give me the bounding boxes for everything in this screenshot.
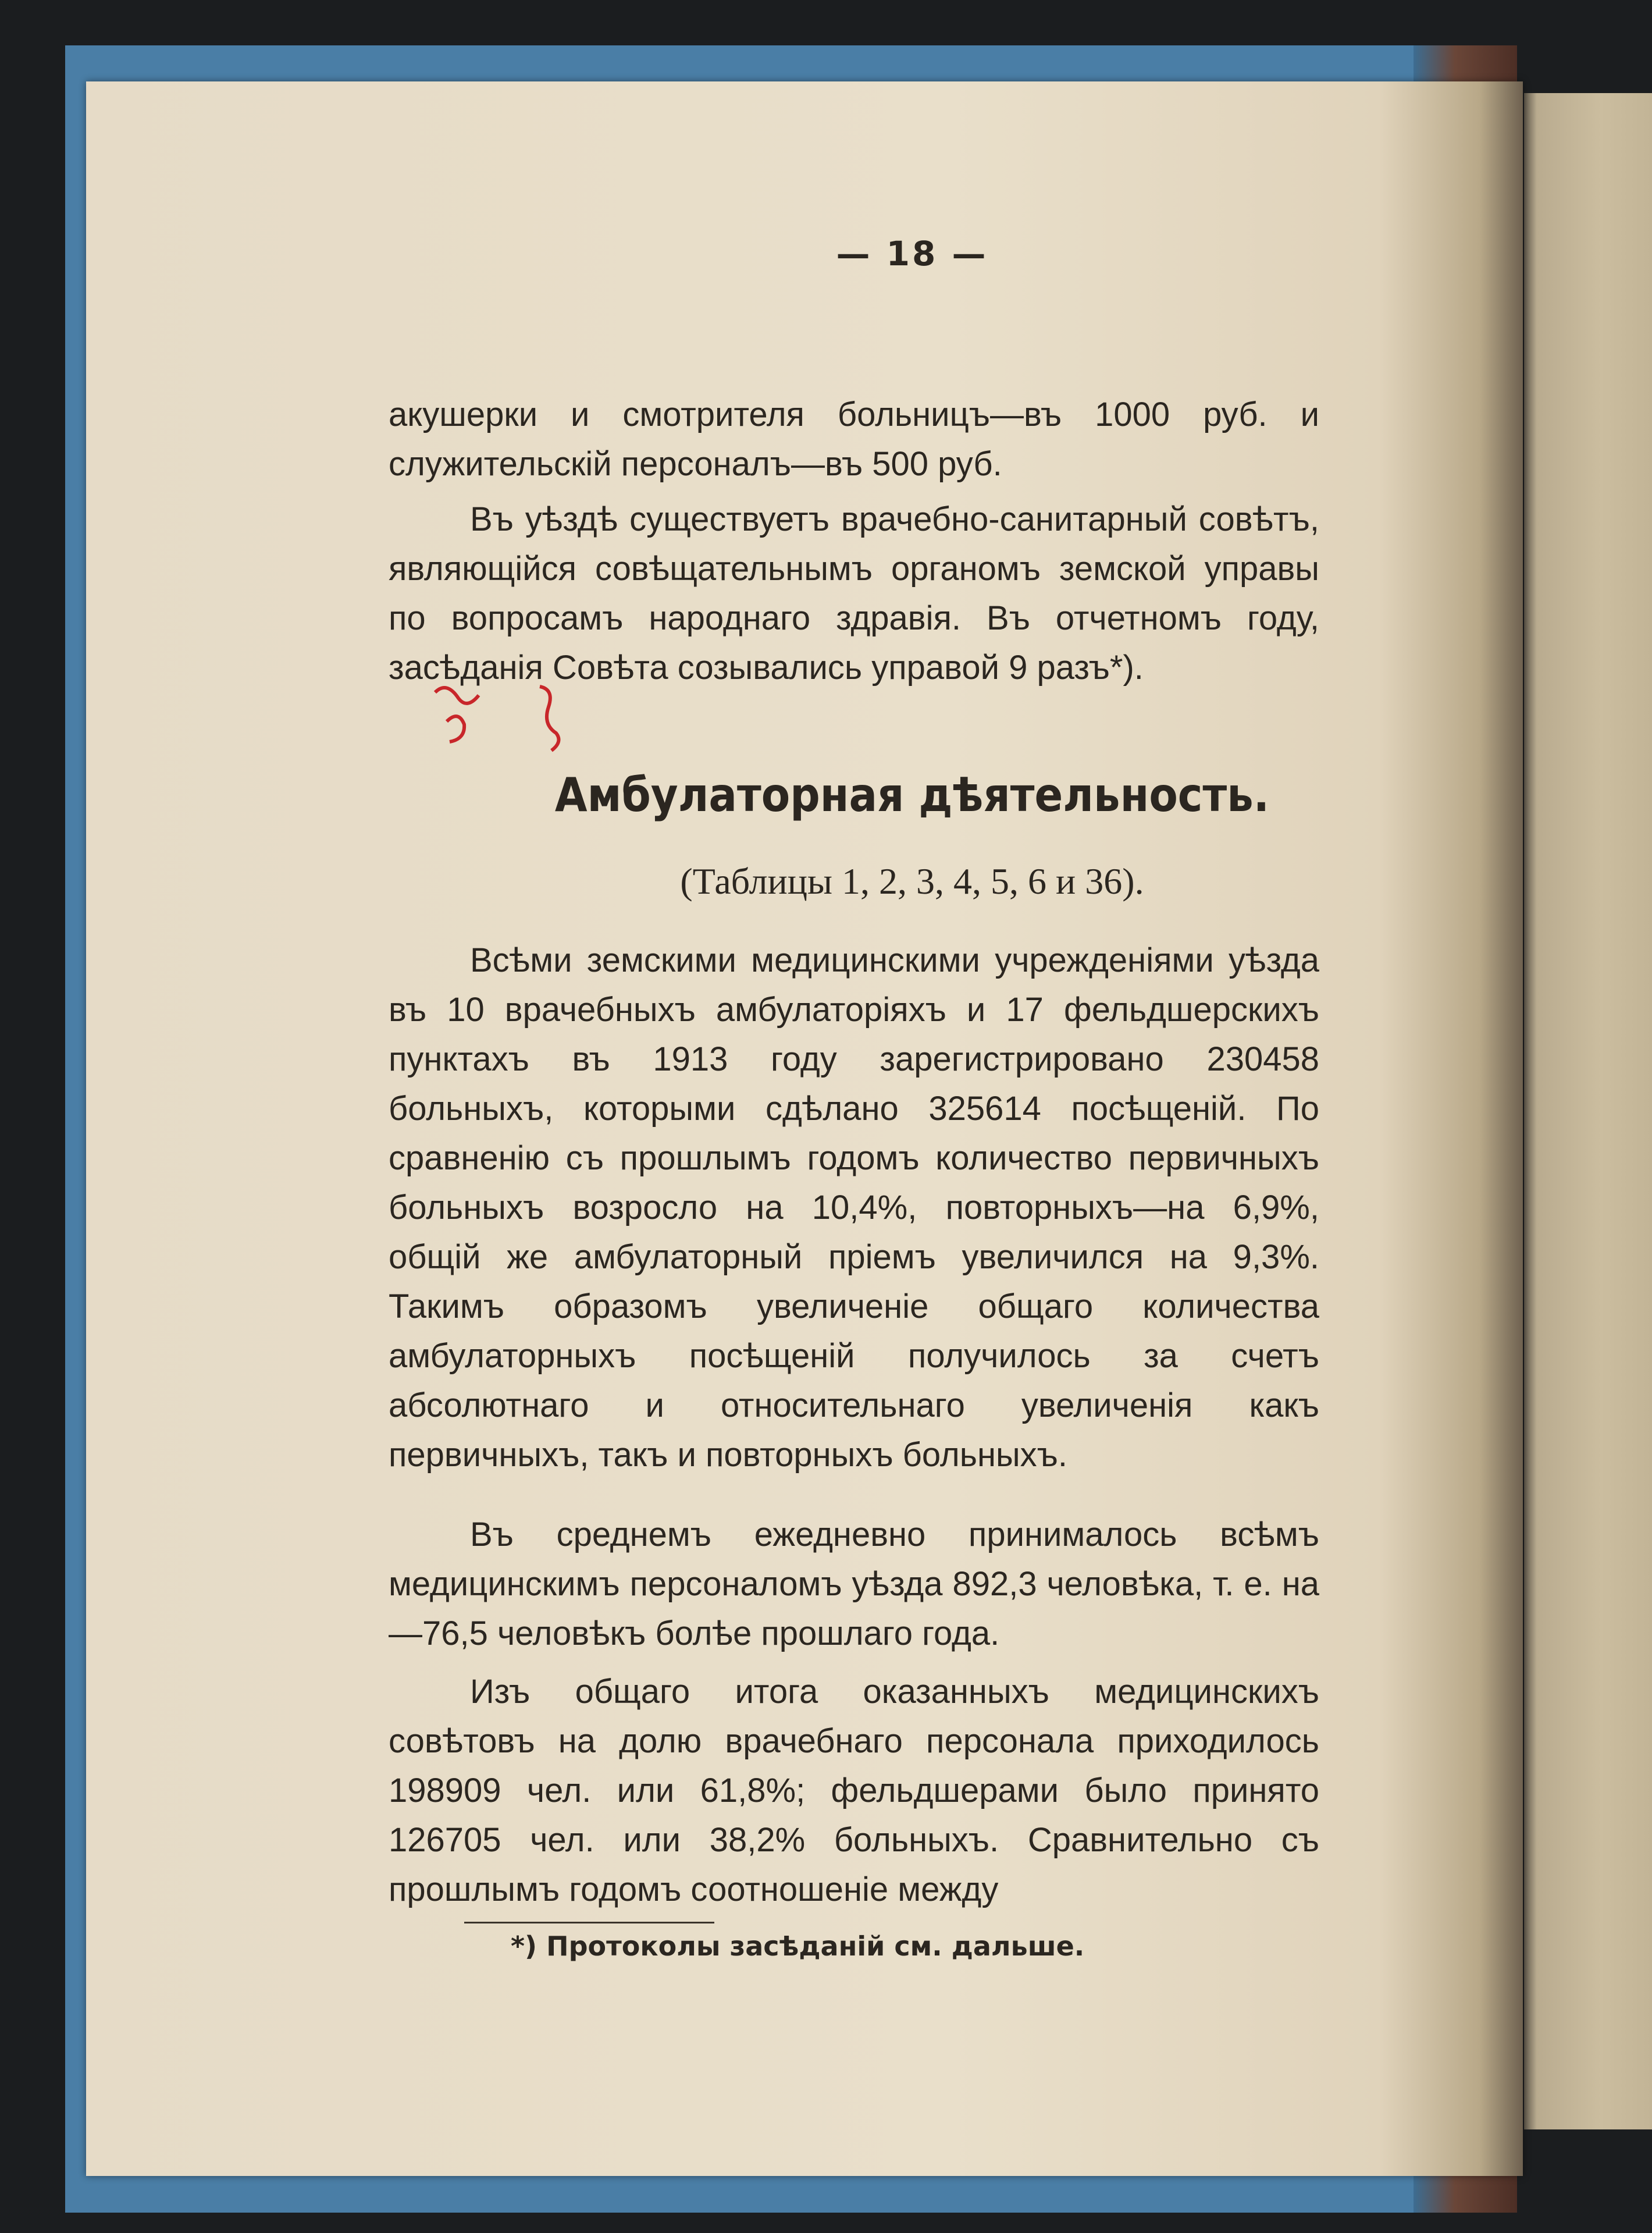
book-page — [86, 81, 1523, 2176]
footnote-divider — [464, 1922, 714, 1923]
section-heading: Амбулаторная дѣятельность. — [554, 768, 1270, 822]
paragraph-personnel-share: Изъ общаго итога оказанныхъ медицинскихъ совѣтовъ на долю врачебнаго персонала приходилось 198909 чел. или 61,8%; фельдшерами было принято 126705 чел. или 38,2% больныхъ. Сравнительно съ прошлымъ годомъ соотношеніе между — [389, 1673, 1319, 1908]
paragraph-ambulatory-stats: Всѣми земскими медицинскими учрежденіями уѣзда въ 10 врачебныхъ амбулаторіяхъ и 17 фельдшерскихъ пунктахъ въ 1913 году зарегистрировано 230458 больныхъ, которыми сдѣлано 325614 посѣщеній. По сравненію съ прошлымъ годомъ количество первичныхъ больныхъ возросло на 10,4%, повторныхъ—на 6,9%, общій же амбулаторный пріемъ увеличился на 9,3%. Такимъ образомъ увеличеніе общаго количества амбулаторныхъ посѣщеній получилось за счетъ абсолютнаго и относительнаго увеличенія какъ первичныхъ, такъ и повторныхъ больныхъ. — [389, 941, 1319, 1474]
footnote: *) Протоколы засѣданій см. дальше. — [511, 1930, 1085, 1962]
paragraph-sanitary-council: Въ уѣздѣ существуетъ врачебно-санитарный совѣтъ, являющійся совѣщательнымъ органомъ земской управы по вопросамъ народнаго здравія. Въ отчетномъ году, засѣданія Совѣта созывались управой 9 разъ*). — [389, 500, 1319, 687]
paragraph-daily-average: Въ среднемъ ежедневно принималось всѣмъ медицинскимъ персоналомъ уѣзда 892,3 человѣка, т. е. на—76,5 человѣкъ болѣе прошлаго года. — [389, 1516, 1319, 1652]
paragraph-staff-salaries: акушерки и смотрителя больницъ—въ 1000 руб. и служительскій персоналъ—въ 500 руб. — [389, 396, 1319, 483]
handwritten-correction-mark — [423, 675, 575, 756]
facing-page-edge — [1524, 93, 1652, 2129]
page-number: — 18 — — [836, 234, 988, 273]
tables-reference: (Таблицы 1, 2, 3, 4, 5, 6 и 36). — [680, 861, 1144, 902]
page-content — [389, 81, 1436, 2176]
